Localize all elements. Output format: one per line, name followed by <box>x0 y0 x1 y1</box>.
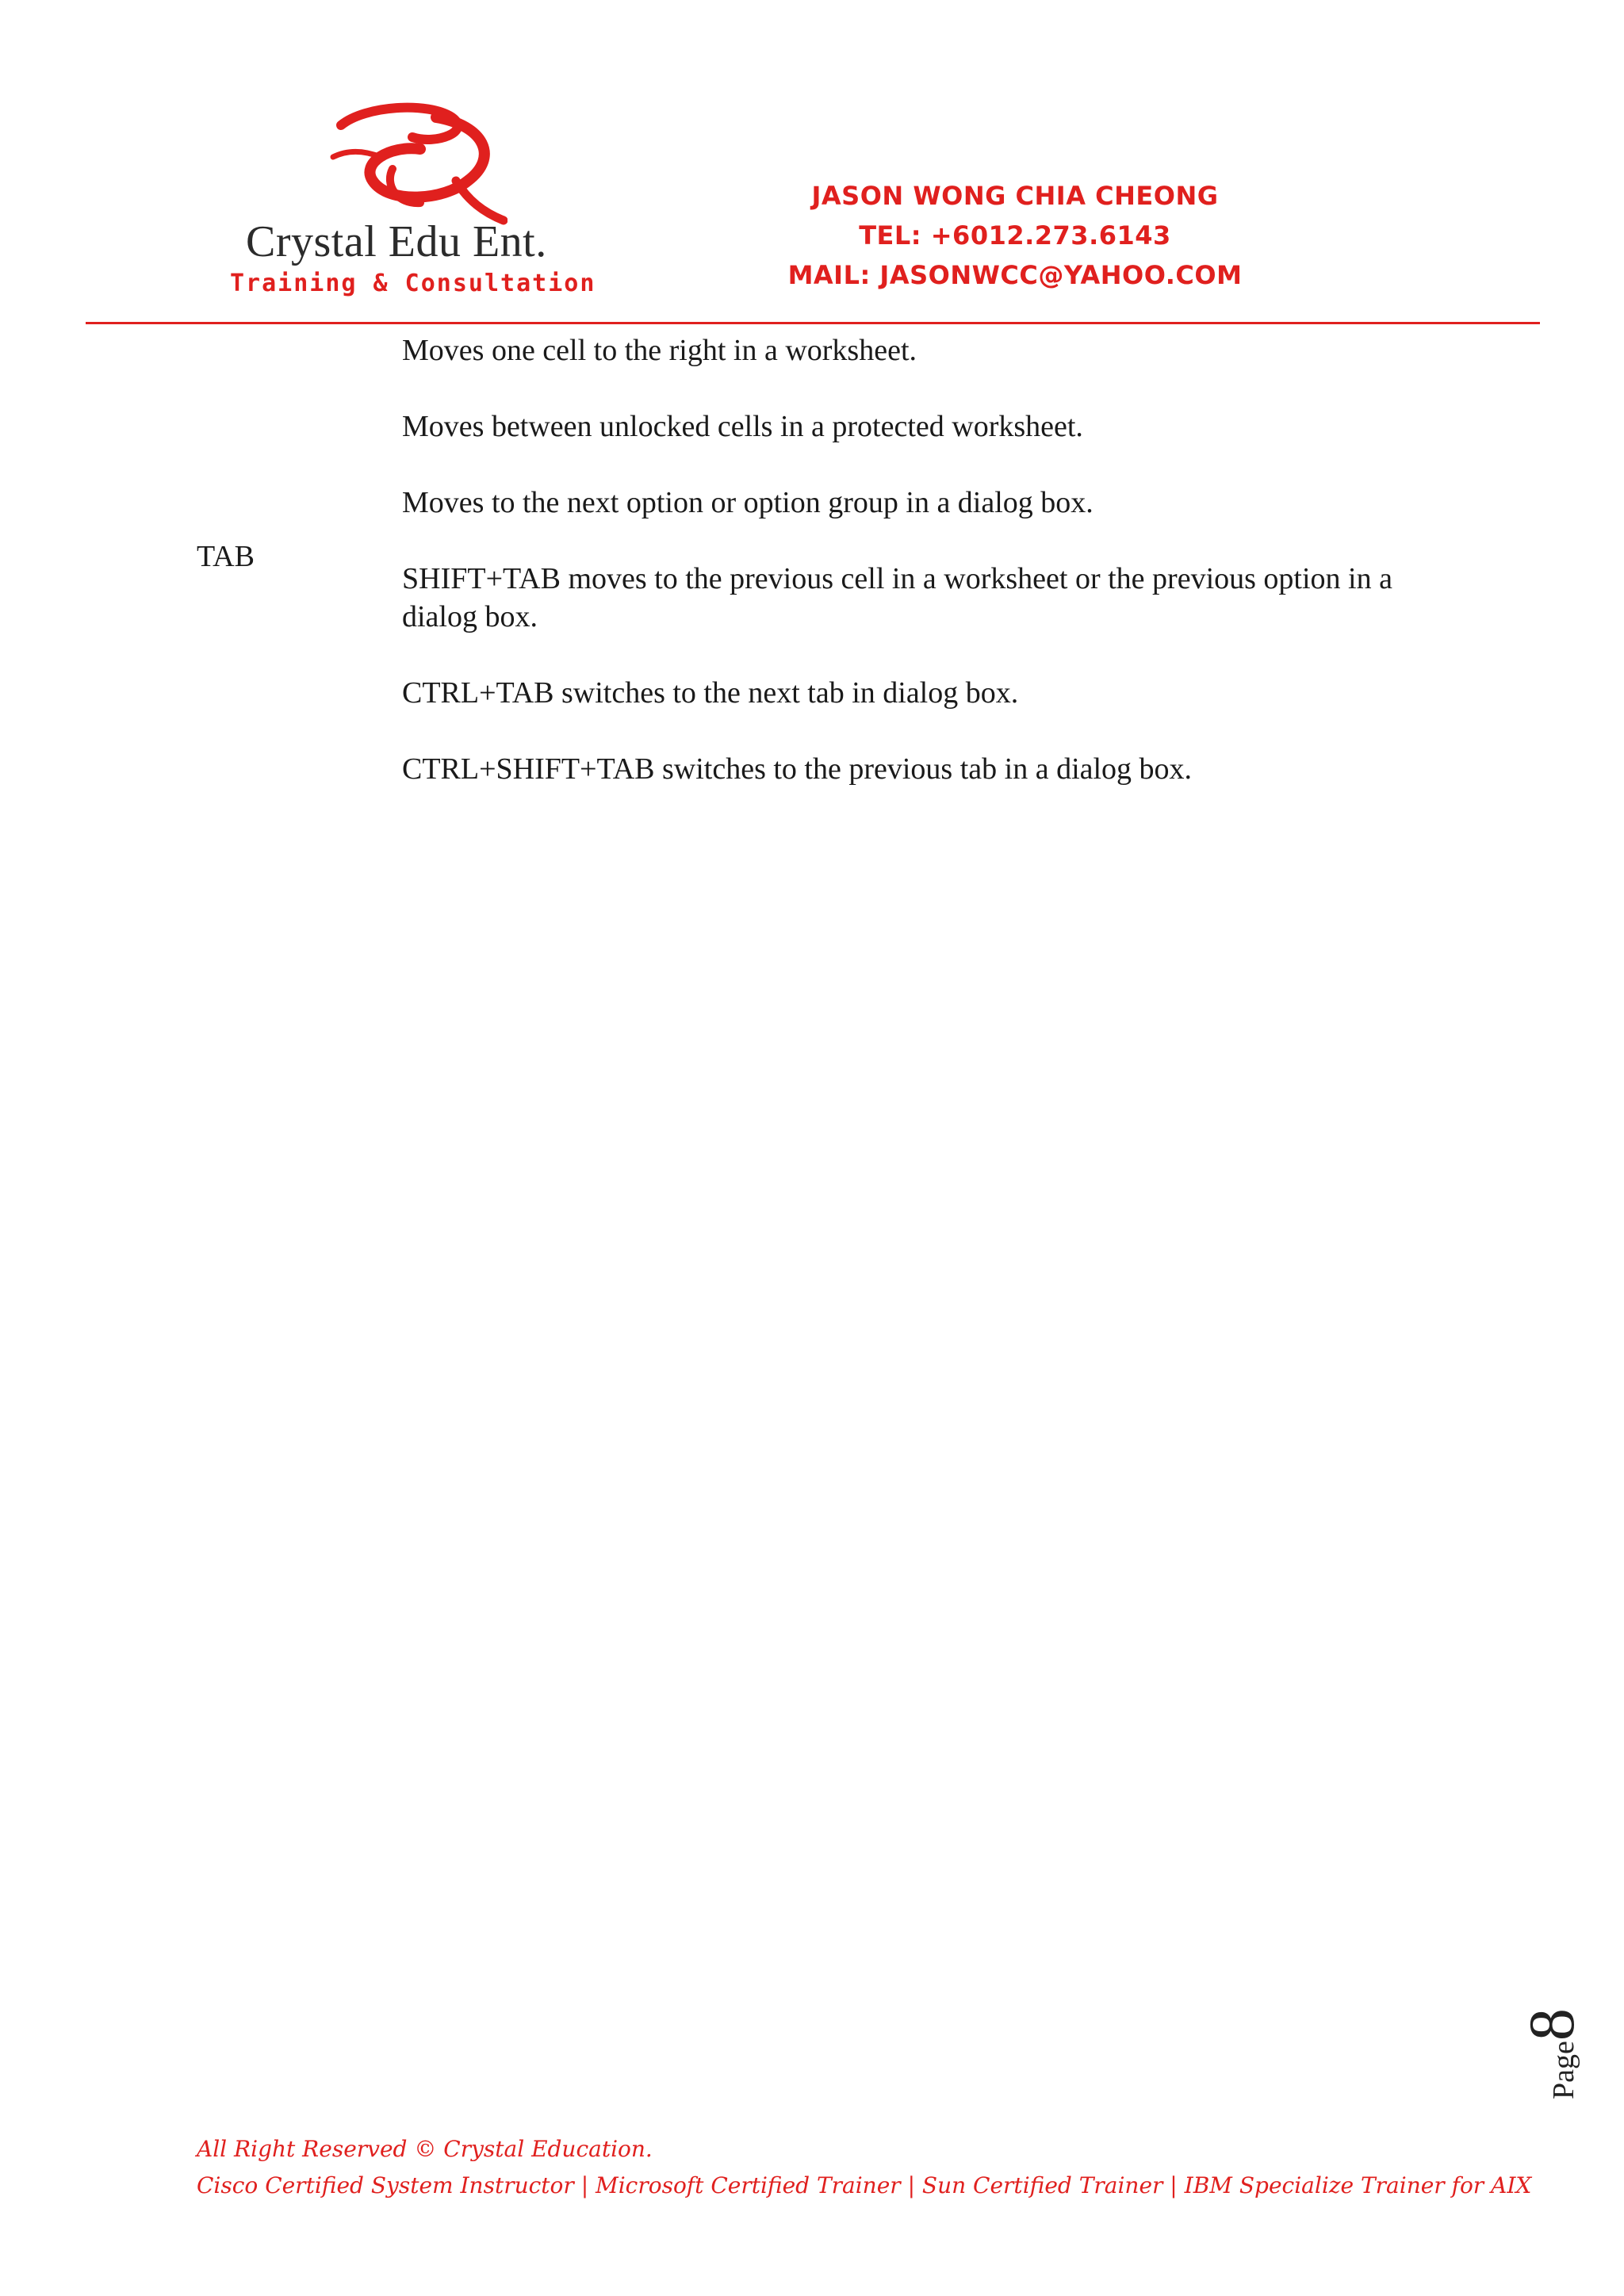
logo-name: Crystal Edu Ent. <box>246 217 547 266</box>
contact-name: JASON WONG CHIA CHEONG <box>811 181 1219 211</box>
footer-copyright: All Right Reserved © Crystal Education. <box>197 2136 653 2162</box>
page-number <box>1507 1998 1588 2101</box>
shortcut-description <box>402 331 1465 826</box>
description-item: SHIFT+TAB moves to the previous cell in a worksheet or the previous option in a dialog box. <box>402 562 1392 633</box>
page-label: Page <box>1547 2041 1580 2099</box>
description-item: Moves to the next option or option group in a dialog box. <box>402 486 1094 519</box>
page-digit: 8 <box>1515 2008 1588 2042</box>
contact-mail: MAIL: JASONWCC@YAHOO.COM <box>787 260 1243 290</box>
logo-swirl-icon <box>317 101 508 228</box>
footer <box>197 2131 1531 2204</box>
logo-tagline: Training & Consultation <box>230 270 596 297</box>
contact-tel: TEL: +6012.273.6143 <box>859 220 1171 251</box>
company-logo <box>222 101 603 308</box>
shortcut-key: TAB <box>197 540 255 573</box>
description-item: Moves between unlocked cells in a protected worksheet. <box>402 410 1083 443</box>
contact-block <box>761 176 1269 295</box>
description-item: CTRL+SHIFT+TAB switches to the previous tab in a dialog box. <box>402 752 1193 786</box>
description-item: CTRL+TAB switches to the next tab in dialog box. <box>402 676 1019 710</box>
description-item: Moves one cell to the right in a worksheet. <box>402 334 917 367</box>
footer-credentials: Cisco Certified System Instructor | Microsoft Certified Trainer | Sun Certified Trainer | IBM Specialize Trainer for AIX <box>197 2172 1532 2198</box>
header-divider <box>86 322 1540 324</box>
